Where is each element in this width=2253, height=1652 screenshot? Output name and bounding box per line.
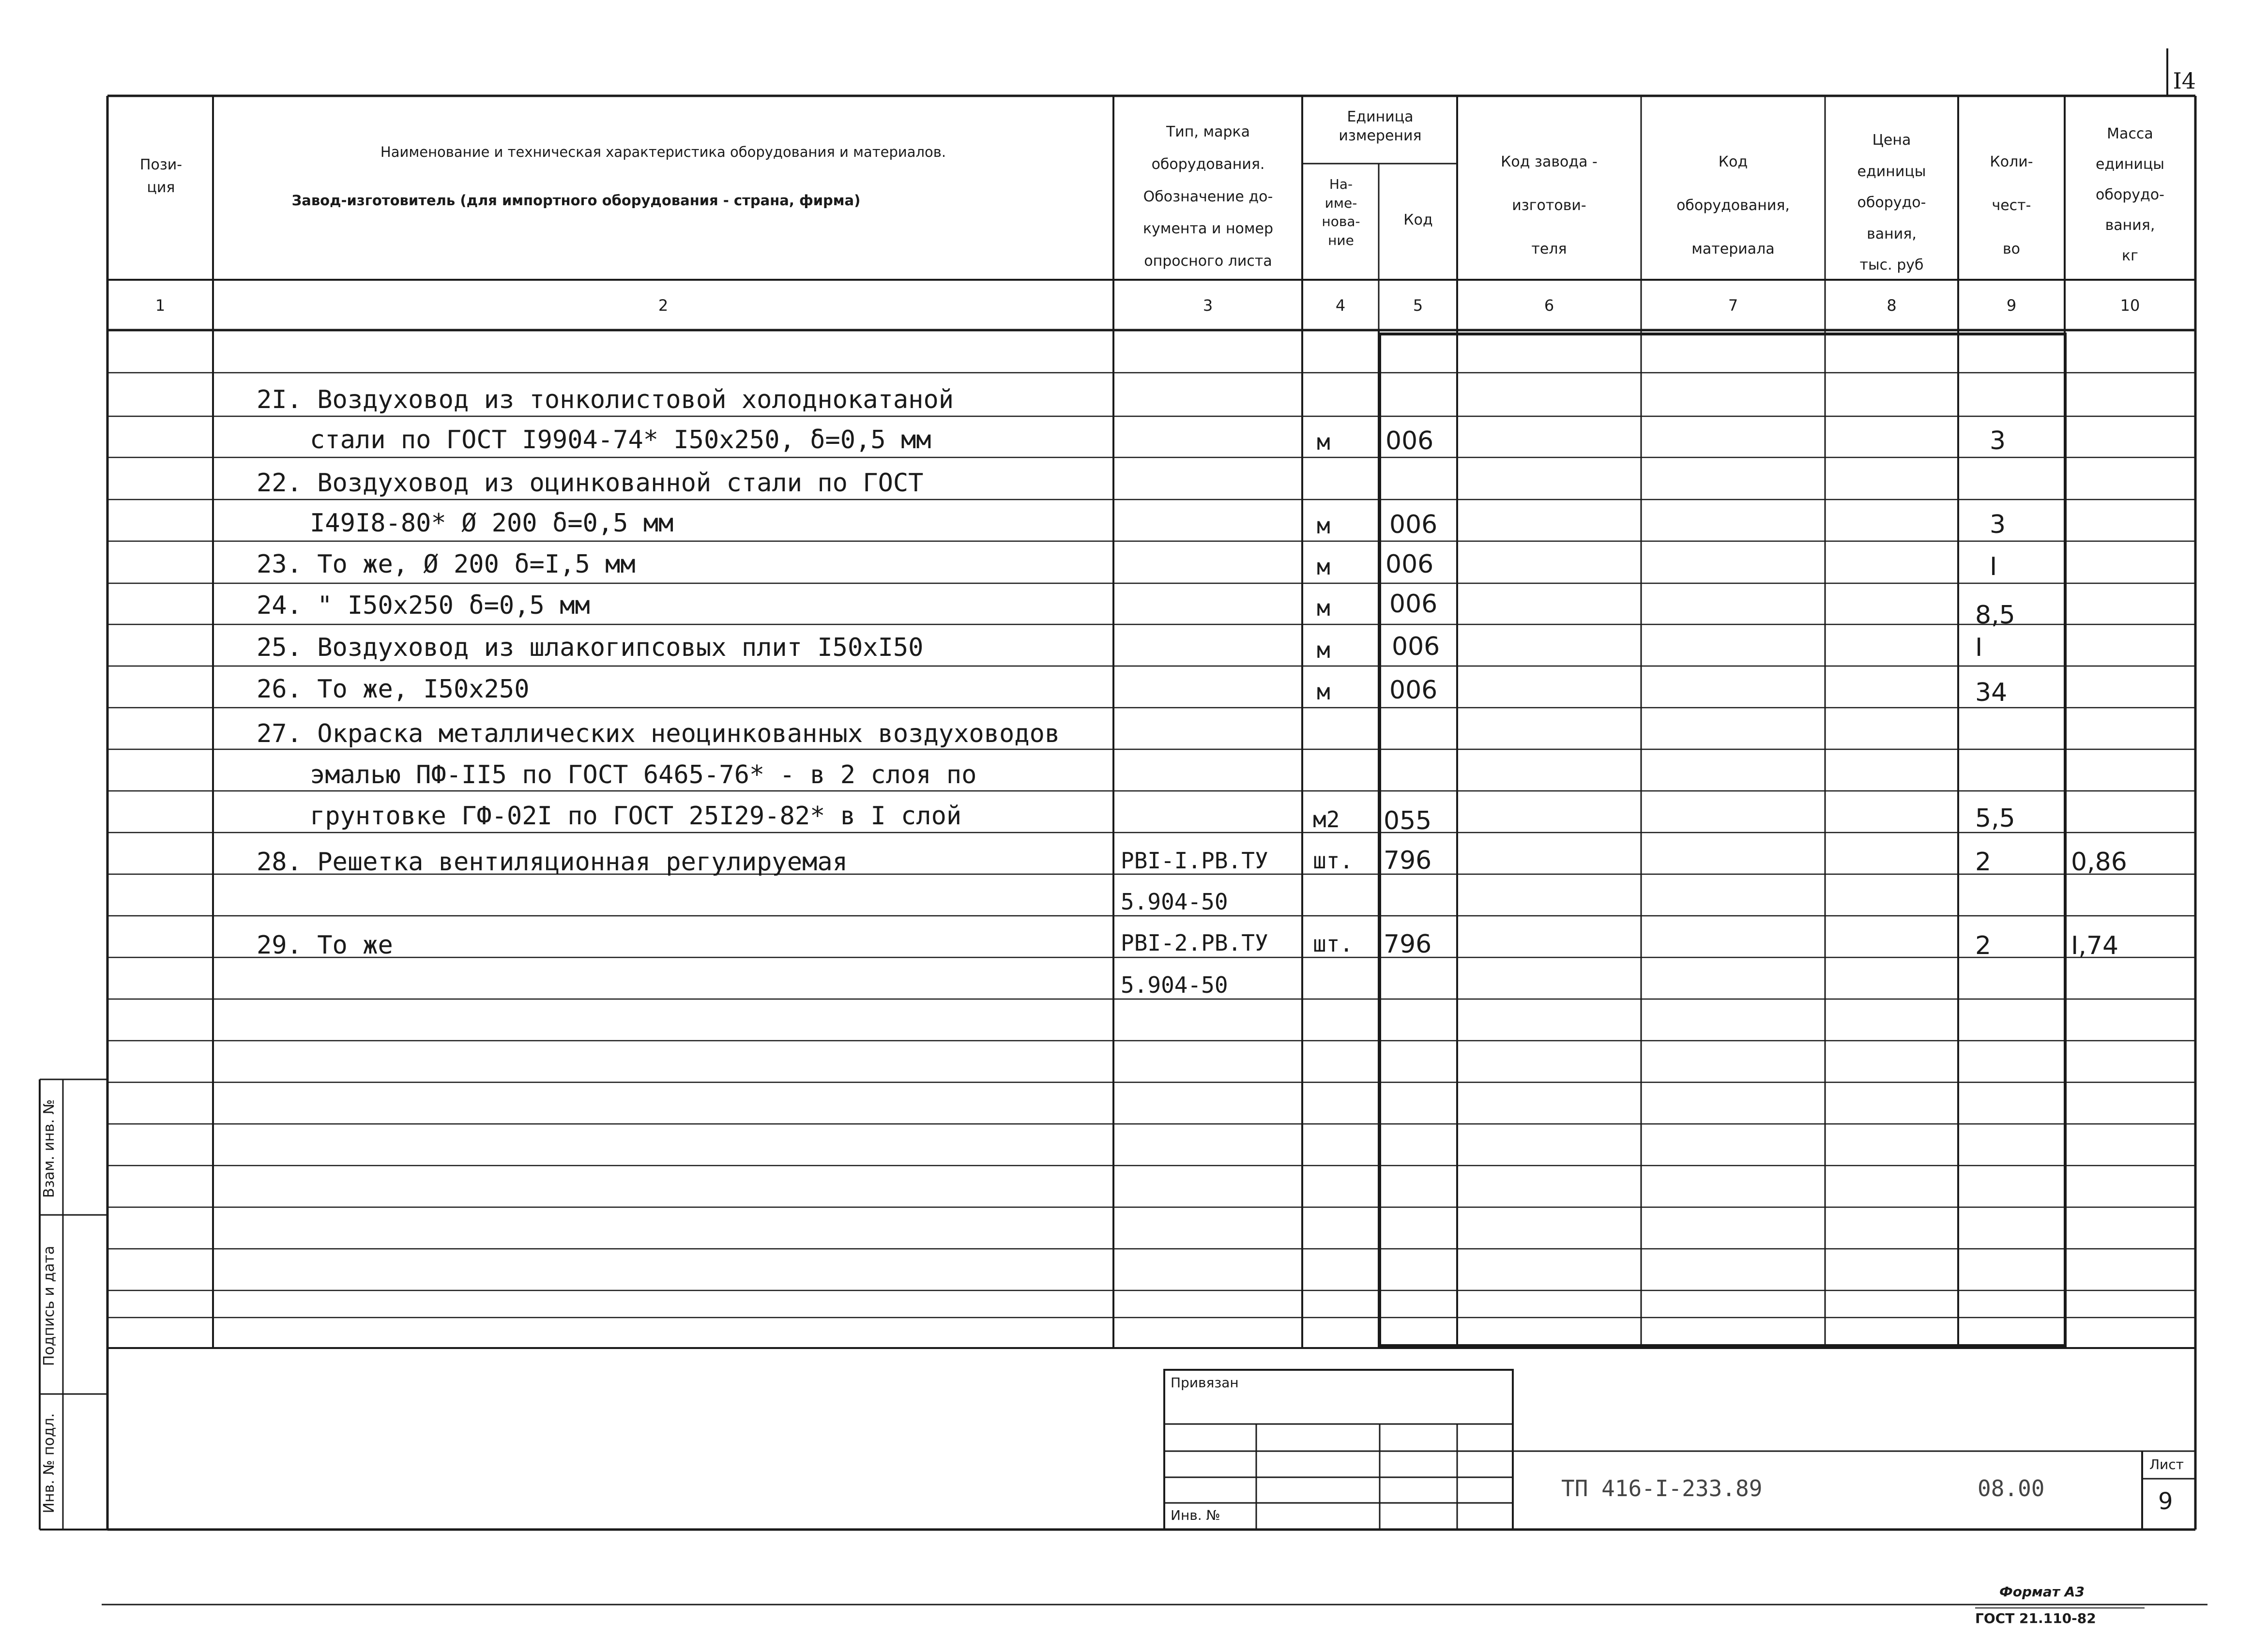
header-unit-mass: Масса единицы оборудо- вания, кг xyxy=(2096,125,2164,264)
document-code: ТП 416-I-233.89 xyxy=(1561,1475,1763,1501)
item-28-qty: 2 xyxy=(1975,848,1992,877)
item-26-qty: 34 xyxy=(1975,678,2008,707)
item-29-type-line2: 5.904-50 xyxy=(1121,972,1228,998)
item-27-qty: 5,5 xyxy=(1975,804,2015,833)
item-24: 24. " I50x250 δ=0,5 мм xyxy=(257,591,590,620)
header-type-l3: Обозначение до- xyxy=(1143,188,1273,205)
col-number-1: 1 xyxy=(155,296,166,315)
item-26: 26. То же, I50x250 xyxy=(257,675,530,704)
col-number-8: 8 xyxy=(1887,296,1897,315)
item-23-qty: I xyxy=(1990,552,1997,581)
header-unit-price: Цена единицы оборудо- вания, тыс. руб xyxy=(1857,132,1926,273)
header-type-l2: оборудования. xyxy=(1151,156,1265,173)
col-number-10: 10 xyxy=(2120,296,2140,315)
item-26-unit: м xyxy=(1317,679,1330,705)
document-code-suffix: 08.00 xyxy=(1978,1475,2045,1501)
item-29-qty: 2 xyxy=(1975,931,1992,960)
item-29-type-line1: РВI-2.РВ.ТУ xyxy=(1121,930,1268,956)
item-29: 29. То же xyxy=(257,931,393,960)
item-25: 25. Воздуховод из шлакогипсовых плит I50xI50 xyxy=(257,633,924,662)
item-25-unit: м xyxy=(1317,637,1330,663)
sheet-number: 9 xyxy=(2158,1488,2173,1515)
item-26-code: 006 xyxy=(1389,676,1438,705)
item-28: 28. Решетка вентиляционная регулируемая xyxy=(257,848,848,877)
item-24-unit: м xyxy=(1317,595,1330,621)
header-name-line2: Завод-изготовитель (для импортного оборудования - страна, фирма) xyxy=(291,192,861,209)
header-factory-code: Код завода - изготови- теля xyxy=(1501,153,1598,258)
col-number-7: 7 xyxy=(1728,296,1738,315)
item-28-mass: 0,86 xyxy=(2071,848,2127,877)
sheet-corner-number: I4 xyxy=(2173,68,2196,94)
col-number-4: 4 xyxy=(1335,296,1346,315)
side-label-inv-original: Инв. № подл. xyxy=(41,1413,58,1514)
gost-reference: ГОСТ 21.110-82 xyxy=(1975,1610,2096,1626)
item-23: 23. То же, Ø 200 δ=I,5 мм xyxy=(257,550,636,579)
header-unit-code: Код xyxy=(1403,212,1433,228)
paper-format: Формат А3 xyxy=(1999,1584,2085,1600)
header-unit-name: На- име- нова- ние xyxy=(1322,176,1360,248)
item-21-unit: м xyxy=(1317,429,1330,455)
col-number-3: 3 xyxy=(1203,296,1213,315)
item-24-qty: 8,5 xyxy=(1975,601,2015,630)
col-number-5: 5 xyxy=(1413,296,1423,315)
header-equipment-code: Код оборудования, материала xyxy=(1676,153,1790,258)
item-28-code: 796 xyxy=(1384,846,1432,875)
item-21-line2: стали по ГОСТ I9904-74* I50x250, δ=0,5 мм xyxy=(310,425,931,455)
item-25-qty: I xyxy=(1975,633,1983,662)
item-23-code: 006 xyxy=(1385,550,1434,579)
stamp-privyazan-label: Привязан xyxy=(1171,1375,1239,1391)
item-22-code: 006 xyxy=(1389,510,1438,539)
item-29-unit: шт. xyxy=(1313,931,1354,957)
item-21-qty: 3 xyxy=(1990,426,2006,455)
item-28-unit: шт. xyxy=(1313,848,1354,874)
side-label-replaces-inv: Взам. инв. № xyxy=(41,1099,58,1198)
item-29-code: 796 xyxy=(1384,930,1432,959)
col-number-2: 2 xyxy=(658,296,669,315)
item-27-line3: грунтовке ГФ-02I по ГОСТ 25I29-82* в I слой xyxy=(310,802,962,831)
item-27-line1: 27. Окраска металлических неоцинкованных воздуховодов xyxy=(257,719,1060,748)
header-unit: Единица измерения xyxy=(1339,108,1422,144)
header-type-l1: Тип, марка xyxy=(1166,123,1250,140)
item-21-line1: 2I. Воздуховод из тонколистовой холоднокатаной xyxy=(257,385,954,414)
item-27-line2: эмалью ПФ-II5 по ГОСТ 6465-76* - в 2 слоя по xyxy=(310,760,977,789)
item-24-code: 006 xyxy=(1389,590,1438,619)
stamp-inv-no-label: Инв. № xyxy=(1171,1507,1220,1523)
item-25-code: 006 xyxy=(1392,632,1440,661)
header-quantity: Коли- чест- во xyxy=(1990,153,2033,258)
item-27-unit: м2 xyxy=(1313,806,1340,833)
item-27-code: 055 xyxy=(1384,806,1432,835)
sheet-label: Лист xyxy=(2149,1456,2184,1472)
item-22-qty: 3 xyxy=(1990,510,2006,539)
item-22-line1: 22. Воздуховод из оцинкованной стали по ГОСТ xyxy=(257,469,924,498)
item-29-mass: I,74 xyxy=(2071,931,2119,960)
item-22-unit: м xyxy=(1317,513,1330,539)
side-label-signature-date: Подпись и дата xyxy=(41,1245,58,1366)
item-23-unit: м xyxy=(1317,554,1330,580)
item-28-type-line1: РВI-I.РВ.ТУ xyxy=(1121,848,1268,874)
item-28-type-line2: 5.904-50 xyxy=(1121,889,1228,915)
header-name-line1: Наименование и техническая характеристика оборудования и материалов. xyxy=(380,144,946,160)
header-position: Пози- ция xyxy=(139,156,183,196)
item-22-line2: I49I8-80* Ø 200 δ=0,5 мм xyxy=(310,509,674,538)
header-type-l4: кумента и номер xyxy=(1142,220,1274,237)
col-number-6: 6 xyxy=(1544,296,1554,315)
header-type-l5: опросного листа xyxy=(1144,253,1272,270)
col-number-9: 9 xyxy=(2006,296,2017,315)
item-21-code: 006 xyxy=(1385,426,1434,455)
